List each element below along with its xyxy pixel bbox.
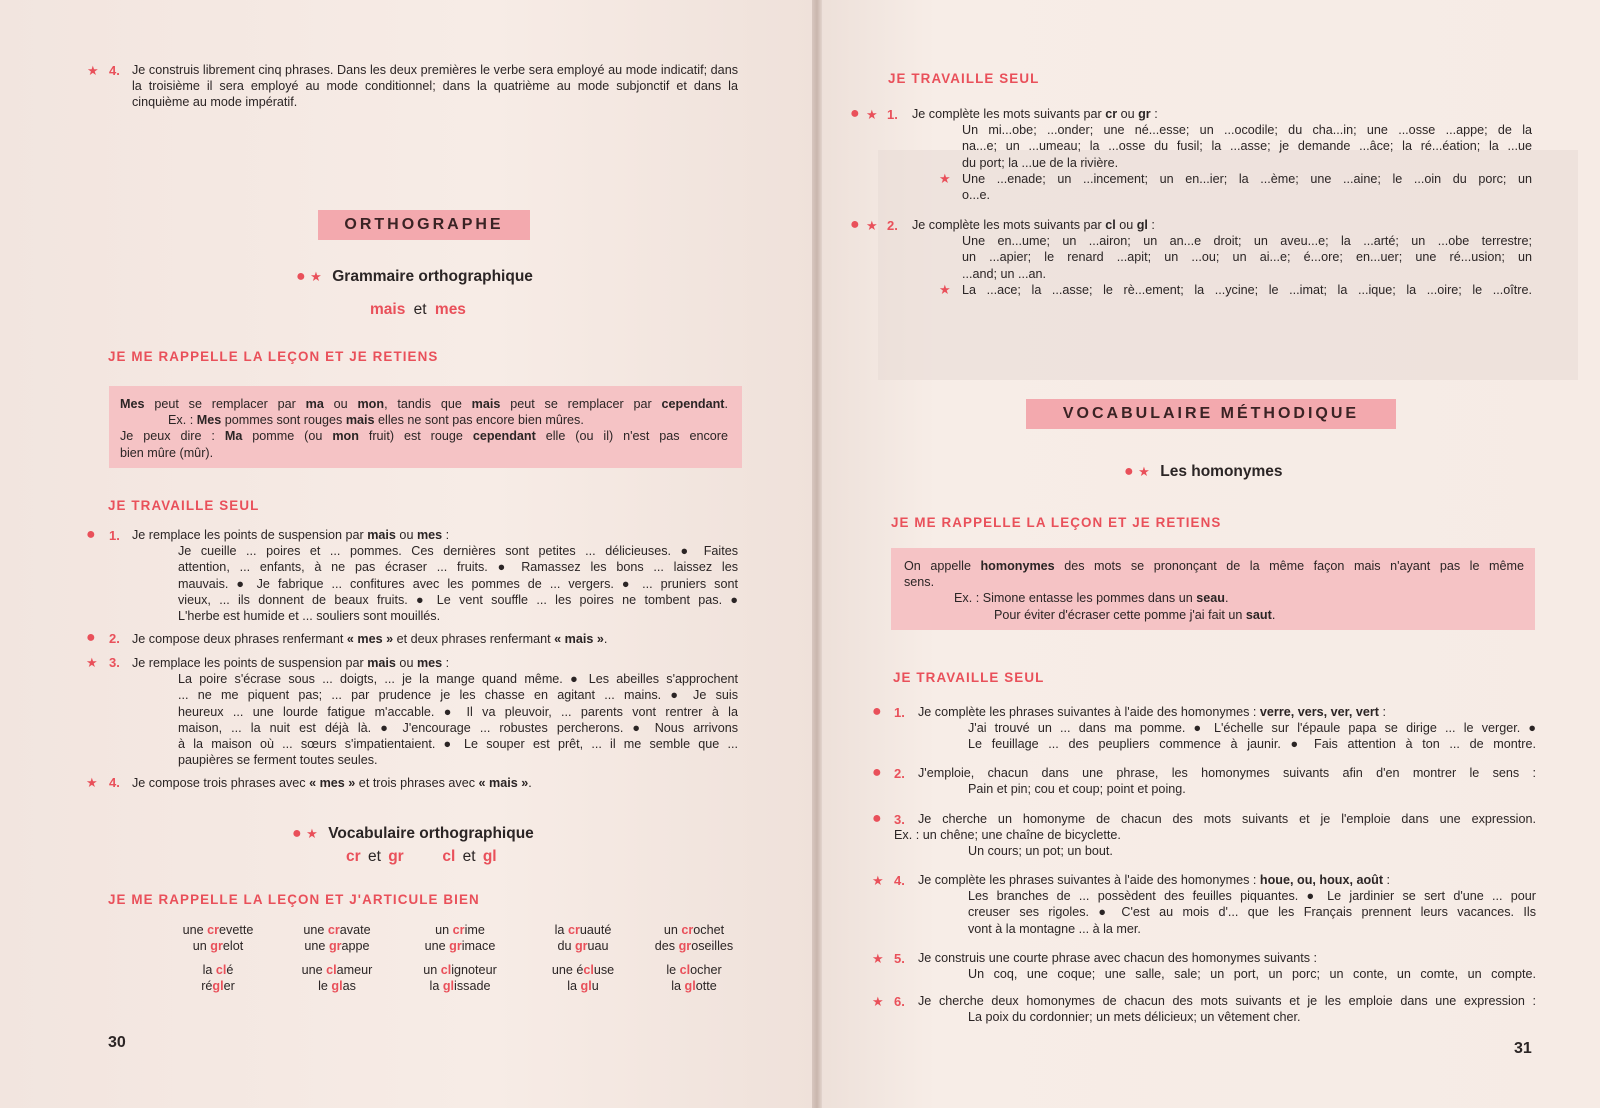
star-marker: ★ xyxy=(872,994,884,1009)
homonym-exercise-2: J'emploie, chacun dans une phrase, les homonymes suivants afin d'en montrer le sens : Pain et pin; cou et coup; point et poing. xyxy=(918,766,1536,797)
homonym-exercise-6: Je cherche deux homonymes de chacun des mots suivants et je les emploie dans une expression : La poix du cordonnier; un mets délicieux; un vêtement cher. xyxy=(918,994,1536,1025)
exercise-number: 1. xyxy=(109,528,120,543)
lesson-box-text: Mes peut se remplacer par ma ou mon, tandis que mais peut se remplacer par cependant. Ex. : Mes pommes sont rouges mais elles ne sont pas encore bien mûres. Je peux dire : Ma pomme (ou mon fruit) est rouge cependant elle (ou il) n'est pas encore bien mûre (mûr). xyxy=(120,397,728,460)
exercise-4: Je compose trois phrases avec « mes » et trois phrases avec « mais ». xyxy=(132,776,532,790)
star-marker: ★ xyxy=(866,218,878,233)
section-heading: JE ME RAPPELLE LA LEÇON ET JE RETIENS xyxy=(891,515,1222,530)
book-gutter xyxy=(812,0,822,1108)
section-heading: JE TRAVAILLE SEUL xyxy=(893,670,1045,685)
page-number: 30 xyxy=(108,1034,126,1051)
star-marker: ★ xyxy=(86,775,98,790)
homonym-exercise-1: Je complète les phrases suivantes à l'aide des homonymes : verre, vers, ver, vert : J'ai trouvé un ... dans ma pomme. ● L'échelle sur l'épaule papa se dirige ... le verger. ● Le feuillage ... des peupliers commence à jaunir. ● Fais attention à ton ... de montre. xyxy=(918,705,1536,752)
exercise-1: Je remplace les points de suspension par mais ou mes : Je cueille ... poires et ... pommes. Ces dernières sont petites ... délicieuses. ● Faites attention, ... enfants, à ne pas écraser ... fruits. ● Ramassez les bons ... laissez les mauvais. ● Je fabrique ... confitures avec les pommes de ... vergers. ● ... pruniers sont vieux, ... ils donnent de beaux fruits. ● Le vent souffle ... les poires ne tombent pas. ● L'herbe est humide et ... souliers sont mouillés. xyxy=(132,528,738,624)
star-marker: ★ xyxy=(872,951,884,966)
exercise-number: 2. xyxy=(109,631,120,646)
star-marker: ★ xyxy=(939,171,951,186)
subtitle-vocabulaire: ● ★ Vocabulaire orthographique xyxy=(292,825,534,842)
dot-marker: ● xyxy=(86,526,96,543)
orthographe-banner: ORTHOGRAPHE xyxy=(318,210,530,240)
title-mais-et-mes: mais et mes xyxy=(370,301,466,318)
word-column: un crime une grimace un clignoteur la glissade xyxy=(423,923,497,993)
star-marker: ★ xyxy=(306,826,318,841)
exercise-number: 5. xyxy=(894,951,905,966)
subtitle-grammaire: ● ★ Grammaire orthographique xyxy=(296,268,533,285)
homonym-exercise-3-example: Ex. : un chêne; une chaîne de bicyclette. Un cours; un pot; un bout. xyxy=(894,828,1121,859)
word-column: une cravate une grappe une clameur le glas xyxy=(301,923,373,993)
letter-pairs: cr et gr cl et gl xyxy=(346,848,497,865)
dot-marker: ● xyxy=(872,764,882,781)
star-marker: ★ xyxy=(86,655,98,670)
exercise-number: 1. xyxy=(887,107,898,122)
exercise-number: 3. xyxy=(109,655,120,670)
star-marker: ★ xyxy=(310,269,322,284)
exercise-number: 4. xyxy=(109,775,120,790)
exercise-number: 6. xyxy=(894,994,905,1009)
dot-marker: ● xyxy=(1124,463,1134,480)
page-number: 31 xyxy=(1514,1040,1532,1057)
word-column: un crochet des groseilles le clocher la glotte xyxy=(654,923,734,993)
lesson-box-text: On appelle homonymes des mots se prononçant de la même façon mais n'ayant pas le même sens. Ex. : Simone entasse les pommes dans un seau. Pour éviter d'écraser cette pomme j'ai fait un saut. xyxy=(904,559,1524,622)
subtitle-homonymes: ● ★ Les homonymes xyxy=(1124,463,1283,480)
section-heading: JE TRAVAILLE SEUL xyxy=(888,71,1040,86)
dot-marker: ● xyxy=(850,105,860,122)
section-heading: JE ME RAPPELLE LA LEÇON ET JE RETIENS xyxy=(108,349,439,364)
exercise-number: 3. xyxy=(894,812,905,827)
dot-marker: ● xyxy=(292,825,302,842)
exercise-number: 2. xyxy=(887,218,898,233)
exercise-cl-gl: Je complète les mots suivants par cl ou gl : Une en...ume; un ...airon; un an...e droit; un aveu...e; la ...arté; un ...obe terrestre; un ...apier; le renard ...apit; un ...ou; un ai...e; é...ore; en...uer; une ré...usion; un ...and; un ...an. La ...ace; la ...asse; le rè...ement; la ...ycine; le ...imat; la ...ique; la ...oire; le ...oître. xyxy=(912,218,1532,297)
dot-marker: ● xyxy=(86,629,96,646)
star-marker: ★ xyxy=(1138,464,1150,479)
star-marker: ★ xyxy=(939,282,951,297)
section-heading: JE ME RAPPELLE LA LEÇON ET J'ARTICULE BIEN xyxy=(108,892,480,907)
section-heading: JE TRAVAILLE SEUL xyxy=(108,498,260,513)
star-marker: ★ xyxy=(87,63,99,78)
dot-marker: ● xyxy=(296,268,306,285)
exercise-number: 2. xyxy=(894,766,905,781)
dot-marker: ● xyxy=(872,703,882,720)
exercise-number: 4. xyxy=(109,63,120,78)
star-marker: ★ xyxy=(872,873,884,888)
exercise-number: 1. xyxy=(894,705,905,720)
dot-marker: ● xyxy=(872,810,882,827)
star-marker: ★ xyxy=(866,107,878,122)
homonym-exercise-4: Je complète les phrases suivantes à l'aide des homonymes : houe, ou, houx, août : Les branches de ... possèdent des feuilles piquantes. ● Le jardinier se sert d'une ... pour creuser ses rigoles. ● C'est au mois d'... que les Français prennent leurs vacances. Ils vont à la montagne ... à la mer. xyxy=(918,873,1536,936)
word-column: une crevette un grelot la clé régler xyxy=(182,923,254,993)
exercise-cr-gr: Je complète les mots suivants par cr ou gr : Un mi...obe; ...onder; une né...esse; un ...ocodile; du cha...in; une ...osse ...appe; de la na...e; un ...umeau; la ...osse du fusil; la ...asse; je demande ...âce; la ré...éation; la ...ue du port; la ...ue de la rivière. Une ...enade; un ...incement; un en...ier; la ...ème; une ...aine; le ...oin du porc; un o...e. xyxy=(912,107,1532,203)
exercise-number: 4. xyxy=(894,873,905,888)
dot-marker: ● xyxy=(850,216,860,233)
exercise-2: Je compose deux phrases renfermant « mes » et deux phrases renfermant « mais ». xyxy=(132,632,608,646)
vocabulaire-banner: VOCABULAIRE MÉTHODIQUE xyxy=(1026,399,1396,429)
exercise-4-text: Je construis librement cinq phrases. Dans les deux premières le verbe sera employé au mode indicatif; dans la troisième il sera employé au mode conditionnel; dans la quatrième au mode subjonctif et dans la cinquième au mode impératif. xyxy=(132,63,738,110)
word-column: la cruauté du gruau une écluse la glu xyxy=(551,923,615,993)
exercise-3: Je remplace les points de suspension par mais ou mes : La poire s'écrase sous ... doigts, ... je la mange quand même. ● Les abeilles s'approchent ... ne me piquent pas; ... par prudence je les chasse en agitant ... mains. ● Je suis heureux ... une lourde fatigue m'accable. ● Il va pleuvoir, ... parents vont rentrer à la maison, ... la nuit est déjà là. ● J'encourage ... robustes percherons. ● Nous arrivons à la maison où ... sœurs s'impatientaient. ● Le souper est prêt, ... il me semble que ... paupières se ferment toutes seules. xyxy=(132,656,738,768)
homonym-exercise-3: Je cherche un homonyme de chacun des mots suivants et je l'emploie dans une expression. xyxy=(918,812,1536,826)
homonym-exercise-5: Je construis une courte phrase avec chacun des homonymes suivants : Un coq, une coque; une salle, sale; un port, un porc; un conte, un comte, un compte. xyxy=(918,951,1536,982)
